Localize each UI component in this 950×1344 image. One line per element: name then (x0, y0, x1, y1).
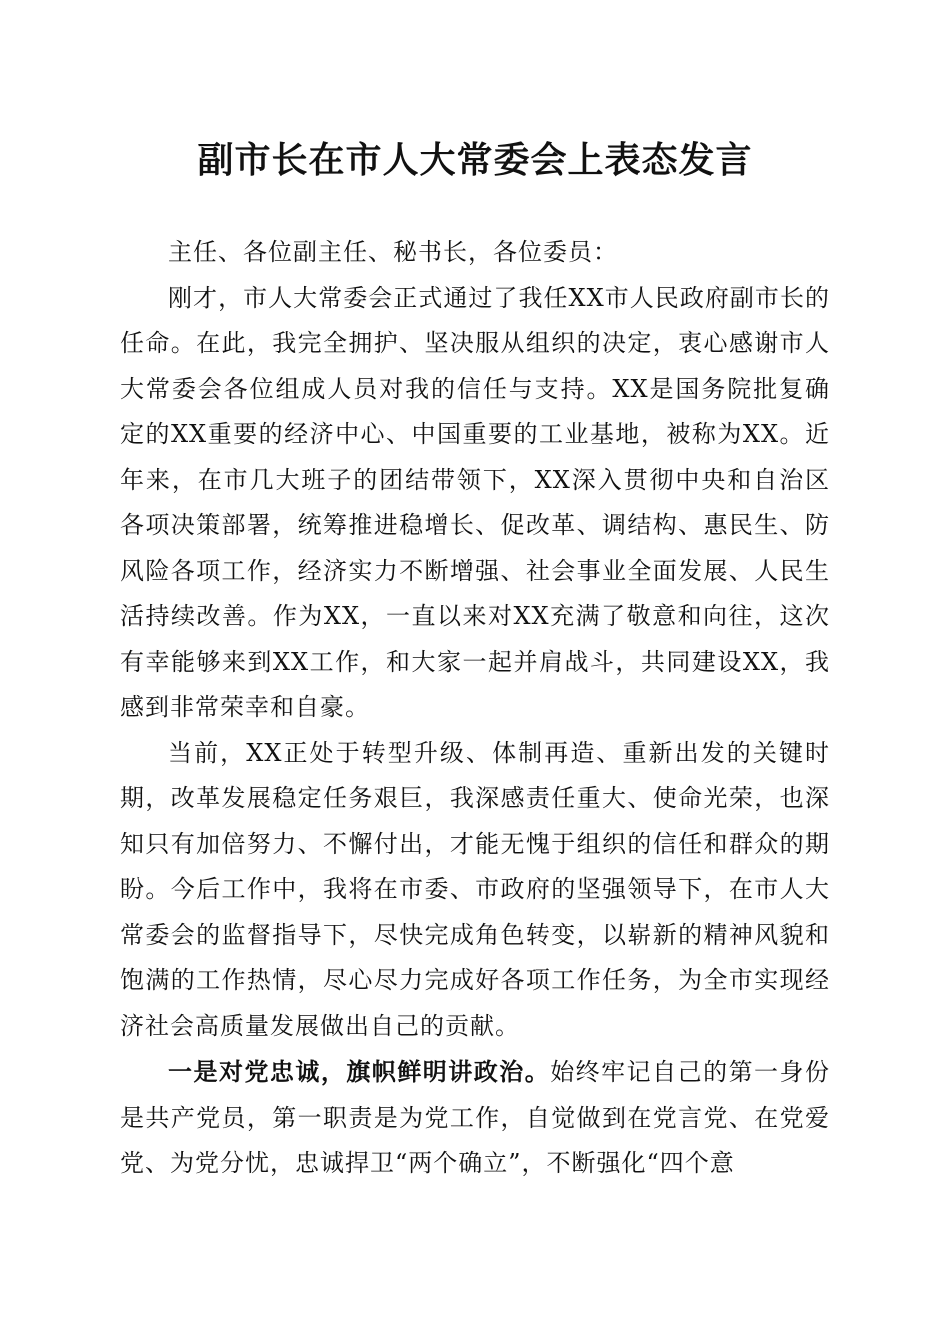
paragraph-lead-heading: 一是对党忠诚，旗帜鲜明讲政治。 (168, 1057, 551, 1086)
paragraph-loyalty (120, 1049, 830, 1187)
paragraph-appointment: 刚才，市人大常委会正式通过了我任XX市人民政府副市长的任命。在此，我完全拥护、坚决服从组织的决定，衷心感谢市人大常委会各位组成人员对我的信任与支持。XX是国务院批复确定的XX重要的经济中心、中国重要的工业基地，被称为XX。近年来，在市几大班子的团结带领下，XX深入贯彻中央和自治区各项决策部署，统筹推进稳增长、促改革、调结构、惠民生、防风险各项工作，经济实力不断增强、社会事业全面发展、人民生活持续改善。作为XX，一直以来对XX充满了敬意和向往，这次有幸能够来到XX工作，和大家一起并肩战斗，共同建设XX，我感到非常荣幸和自豪。 (120, 283, 830, 721)
paragraph-loyalty-text: 始终牢记自己的第一身份是共产党员，第一职责是为党工作，自觉做到在党言党、在党爱党、为党分忧，忠诚捍卫“两个确立”，不断强化“四个意 (120, 1058, 831, 1177)
document-title: 副市长在市人大常委会上表态发言 (197, 139, 753, 181)
salutation: 主任、各位副主任、秘书长，各位委员： (168, 238, 618, 266)
document-body (120, 230, 830, 1187)
paragraph-current-situation: 当前，XX正处于转型升级、体制再造、重新出发的关键时期，改革发展稳定任务艰巨，我深感责任重大、使命光荣，也深知只有加倍努力、不懈付出，才能无愧于组织的信任和群众的期盼。今后工作中，我将在市委、市政府的坚强领导下，在市人大常委会的监督指导下，尽快完成角色转变，以崭新的精神风貌和饱满的工作热情，尽心尽力完成好各项工作任务，为全市实现经济社会高质量发展做出自己的贡献。 (120, 738, 830, 1040)
